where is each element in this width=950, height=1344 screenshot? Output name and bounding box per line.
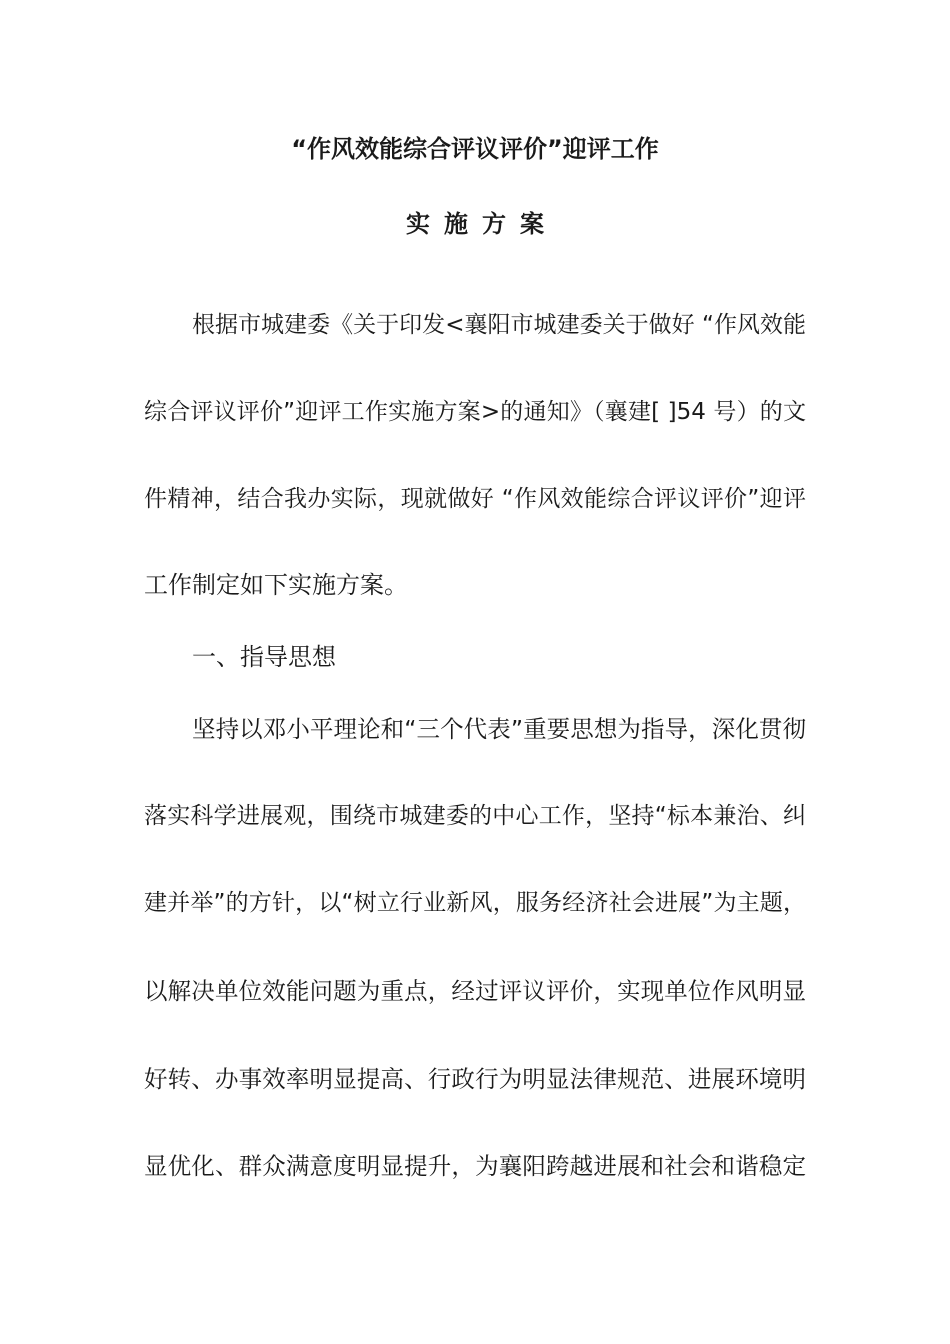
section-heading: 一、指导思想 (192, 643, 336, 671)
paragraph-line: 落实科学进展观，围绕市城建委的中心工作，坚持“标本兼治、纠 (144, 803, 806, 829)
paragraph-line: 根据市城建委《关于印发<襄阳市城建委关于做好 “作风效能 (192, 312, 806, 338)
paragraph-line: 以解决单位效能问题为重点，经过评议评价，实现单位作风明显 (144, 977, 806, 1005)
paragraph-line: 好转、办事效率明显提高、行政行为明显法律规范、进展环境明 (144, 1065, 806, 1093)
document-title: “作风效能综合评议评价”迎评工作 (291, 135, 659, 163)
document-subtitle: 实施方案 (406, 210, 558, 238)
paragraph-line: 工作制定如下实施方案。 (144, 571, 408, 599)
paragraph-line: 件精神，结合我办实际，现就做好 “作风效能综合评议评价”迎评 (144, 486, 806, 512)
paragraph-line: 坚持以邓小平理论和“三个代表”重要思想为指导，深化贯彻 (192, 715, 806, 743)
paragraph-line: 显优化、群众满意度明显提升，为襄阳跨越进展和社会和谐稳定 (144, 1152, 806, 1180)
paragraph-line: 建并举”的方针，以“树立行业新风，服务经济社会进展”为主题， (144, 890, 806, 916)
paragraph-line: 综合评议评价”迎评工作实施方案>的通知》（襄建[ ]54 号）的文 (144, 399, 806, 425)
